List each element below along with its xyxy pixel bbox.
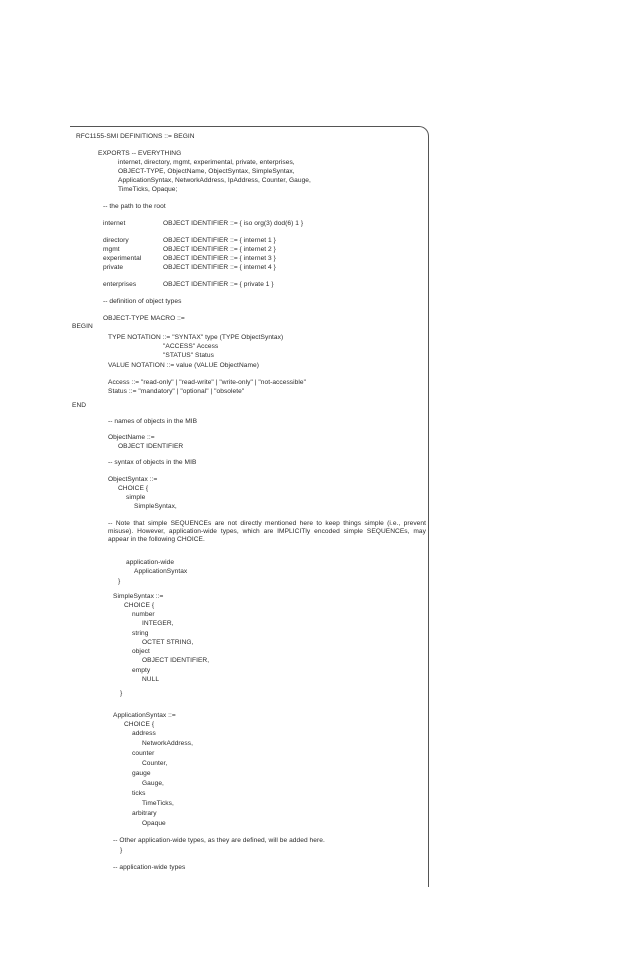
begin-keyword: BEGIN — [72, 323, 93, 330]
simplesyntax-ref: SimpleSyntax, — [134, 503, 177, 510]
exports-title: EXPORTS -- EVERYTHING — [98, 150, 182, 157]
note-paragraph: -- Note that simple SEQUENCEs are not directly mentioned here to keep things simple (i.e., prevent misuse). However, application-wide types, which are IMPLICITly encoded simple SEQUENCEs, may appear in the following CHOICE. — [108, 520, 426, 543]
comment-syntax: -- syntax of objects in the MIB — [108, 459, 197, 466]
close-brace: } — [120, 847, 123, 854]
type-networkaddress: NetworkAddress, — [142, 740, 193, 747]
objectname-def: ObjectName ::= — [108, 434, 155, 441]
oid-def: OBJECT IDENTIFIER ::= { internet 1 } — [163, 237, 276, 244]
type-notation: TYPE NOTATION ::= "SYNTAX" type (TYPE ObjectSyntax) — [108, 334, 284, 341]
oid-def: OBJECT IDENTIFIER ::= { internet 2 } — [163, 246, 276, 253]
type-opaque: Opaque — [142, 820, 166, 827]
oid-name: mgmt — [103, 246, 120, 253]
close-brace: } — [120, 690, 123, 697]
oid-name: enterprises — [103, 281, 137, 288]
applicationsyntax-ref: ApplicationSyntax — [134, 568, 188, 575]
type-timeticks: TimeTicks, — [142, 800, 174, 807]
oid-name: experimental — [103, 255, 142, 262]
type-gauge: Gauge, — [142, 780, 164, 787]
field-object: object — [132, 648, 150, 655]
oid-name: internet — [103, 220, 126, 227]
applicationsyntax-def: ApplicationSyntax ::= — [113, 712, 176, 719]
objectsyntax-def: ObjectSyntax ::= — [108, 476, 158, 483]
oid-def: OBJECT IDENTIFIER ::= { iso org(3) dod(6) 1 } — [163, 220, 304, 227]
comment-application-wide: -- application-wide types — [113, 864, 186, 871]
status-line: "STATUS" Status — [163, 352, 214, 359]
type-null: NULL — [142, 676, 160, 683]
status-definition: Status ::= "mandatory" | "optional" | "obsolete" — [108, 388, 245, 395]
choice-keyword: CHOICE { — [124, 602, 155, 609]
field-counter: counter — [132, 750, 155, 757]
simplesyntax-def: SimpleSyntax ::= — [113, 593, 164, 600]
field-gauge: gauge — [132, 770, 151, 777]
type-integer: INTEGER, — [142, 620, 174, 627]
field-string: string — [132, 630, 149, 637]
field-application-wide: application-wide — [126, 559, 175, 566]
oid-name: private — [103, 264, 124, 271]
field-address: address — [132, 730, 156, 737]
comment-names: -- names of objects in the MIB — [108, 418, 198, 425]
field-empty: empty — [132, 667, 151, 674]
objectname-value: OBJECT IDENTIFIER — [118, 443, 184, 450]
exports-line: TimeTicks, Opaque; — [118, 186, 178, 193]
type-object-identifier: OBJECT IDENTIFIER, — [142, 657, 210, 664]
choice-keyword: CHOICE { — [124, 721, 155, 728]
exports-line: internet, directory, mgmt, experimental, private, enterprises, — [118, 159, 295, 166]
field-ticks: ticks — [132, 790, 146, 797]
access-definition: Access ::= "read-only" | "read-write" | "write-only" | "not-accessible" — [108, 379, 307, 386]
field-number: number — [132, 611, 155, 618]
oid-def: OBJECT IDENTIFIER ::= { private 1 } — [163, 281, 274, 288]
field-arbitrary: arbitrary — [132, 810, 157, 817]
macro-title: OBJECT-TYPE MACRO ::= — [103, 315, 185, 322]
end-keyword: END — [72, 402, 87, 409]
value-notation: VALUE NOTATION ::= value (VALUE ObjectName) — [108, 362, 259, 369]
header-line: RFC1155-SMI DEFINITIONS ::= BEGIN — [76, 133, 195, 140]
exports-line: ApplicationSyntax, NetworkAddress, IpAddress, Counter, Gauge, — [118, 177, 311, 184]
oid-def: OBJECT IDENTIFIER ::= { internet 3 } — [163, 255, 276, 262]
comment-path: -- the path to the root — [103, 203, 166, 210]
comment-definition: -- definition of object types — [103, 298, 182, 305]
exports-line: OBJECT-TYPE, ObjectName, ObjectSyntax, SimpleSyntax, — [118, 168, 295, 175]
oid-name: directory — [103, 237, 129, 244]
comment-other-types: -- Other application-wide types, as they are defined, will be added here. — [113, 837, 325, 844]
oid-def: OBJECT IDENTIFIER ::= { internet 4 } — [163, 264, 276, 271]
type-octet-string: OCTET STRING, — [142, 639, 194, 646]
choice-keyword: CHOICE { — [118, 485, 149, 492]
access-line: "ACCESS" Access — [163, 343, 219, 350]
close-brace: } — [118, 578, 121, 585]
type-counter: Counter, — [142, 760, 168, 767]
field-simple: simple — [126, 494, 146, 501]
